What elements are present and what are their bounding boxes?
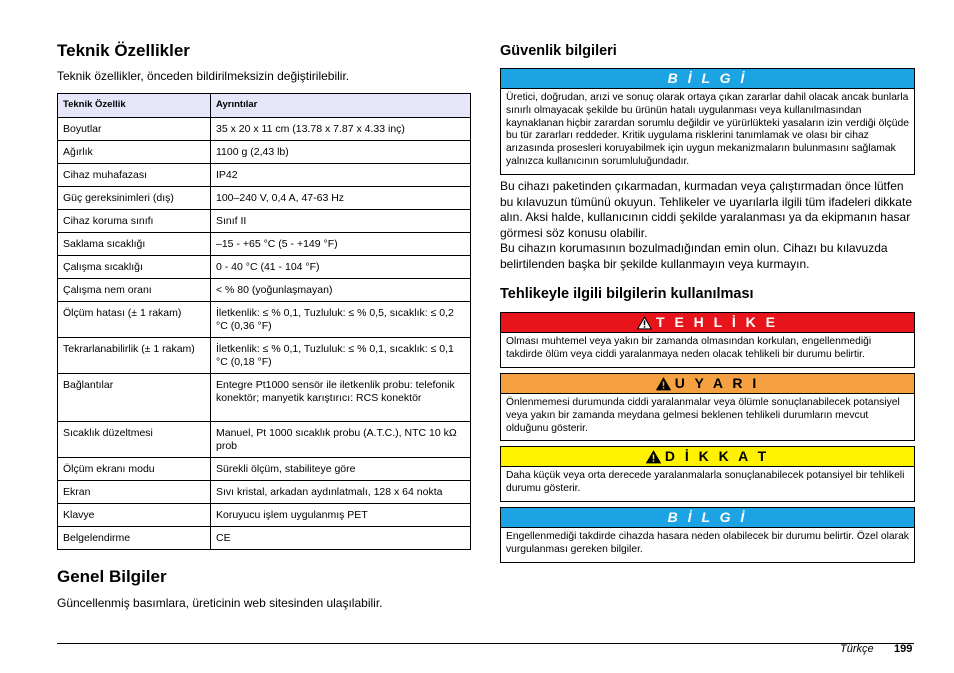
table-row bbox=[58, 279, 471, 302]
hazard-info-title: Tehlikeyle ilgili bilgilerin kullanılması bbox=[500, 286, 754, 302]
table-row bbox=[58, 422, 471, 458]
table-row bbox=[58, 233, 471, 256]
table-cell: Tekrarlanabilirlik (± 1 rakam) bbox=[58, 338, 211, 374]
notice-warning-text: Önlenmemesi durumunda ciddi yaralanmalar veya ölümle sonuçlanabilecek potansiyel veya yakın bir zamanda meydana gelmesi beklenen tehlikeli durumların mevcut olduğunu gösterir. bbox=[506, 397, 900, 434]
table-cell: CE bbox=[211, 527, 471, 550]
notice-caution-text: Daha küçük veya orta derecede yaralanmalarla sonuçlanabilecek potansiyel bir tehlikeli durumu gösterir. bbox=[506, 470, 905, 494]
table-row bbox=[58, 256, 471, 279]
safety-title: Güvenlik bilgileri bbox=[500, 43, 617, 59]
notice-danger-text: Olması muhtemel veya yakın bir zamanda olmasından korkulan, engellenmediği takdirde ölüm veya ciddi yaralanmaya neden olacak tehlikeli bir durumu belirtir. bbox=[506, 336, 872, 360]
notice-info-text-2: Engellenmediği takdirde cihazda hasara neden olabilecek bir durumu belirtir. Özel olarak vurgulanması gereken bilgiler. bbox=[506, 531, 909, 555]
table-cell: Bağlantılar bbox=[58, 374, 211, 422]
warning-triangle-icon bbox=[656, 377, 671, 391]
table-cell: Ekran bbox=[58, 481, 211, 504]
warning-triangle-icon bbox=[637, 316, 652, 330]
table-cell: –15 - +65 °C (5 - +149 °F) bbox=[211, 233, 471, 256]
table-cell: Koruyucu işlem uygulanmış PET bbox=[211, 504, 471, 527]
safety-paragraph-2: Bu cihazın korumasının bozulmadığından emin olun. Cihazı bu kılavuzda belirtilenden başka bir şekilde kullanmayın veya kurmayın. bbox=[500, 241, 888, 271]
notice-warning-box bbox=[500, 373, 915, 441]
table-cell: 1100 g (2,43 lb) bbox=[211, 141, 471, 164]
notice-warning-label: U Y A R I bbox=[674, 375, 760, 391]
table-cell: Entegre Pt1000 sensör ile iletkenlik probu: telefonik konektör; manyetik karıştırıcı: RCS konektör bbox=[211, 374, 471, 422]
table-cell: 100–240 V, 0,4 A, 47-63 Hz bbox=[211, 187, 471, 210]
table-header-spec: Teknik Özellik bbox=[58, 94, 211, 118]
table-row bbox=[58, 374, 471, 422]
table-cell: İletkenlik: ≤ % 0,1, Tuzluluk: ≤ % 0,5, sıcaklık: ≤ 0,2 °C (0,36 °F) bbox=[211, 302, 471, 338]
table-cell: Sıvı kristal, arkadan aydınlatmalı, 128 x 64 nokta bbox=[211, 481, 471, 504]
table-cell: Cihaz koruma sınıfı bbox=[58, 210, 211, 233]
notice-info-box-2 bbox=[500, 507, 915, 563]
table-cell: Ölçüm hatası (± 1 rakam) bbox=[58, 302, 211, 338]
page-title: Teknik Özellikler bbox=[57, 41, 190, 60]
table-cell: Çalışma nem oranı bbox=[58, 279, 211, 302]
table-row bbox=[58, 504, 471, 527]
table-cell: 0 - 40 °C (41 - 104 °F) bbox=[211, 256, 471, 279]
table-row bbox=[58, 141, 471, 164]
table-cell: Manuel, Pt 1000 sıcaklık probu (A.T.C.), NTC 10 kΩ prob bbox=[211, 422, 471, 458]
table-cell: Ölçüm ekranı modu bbox=[58, 458, 211, 481]
table-cell: 35 x 20 x 11 cm (13.78 x 7.87 x 4.33 inç) bbox=[211, 118, 471, 141]
notice-caution-header bbox=[501, 447, 914, 467]
table-cell: Belgelendirme bbox=[58, 527, 211, 550]
notice-info-label-2: B İ L G İ bbox=[501, 508, 914, 528]
table-cell: Ağırlık bbox=[58, 141, 211, 164]
notice-danger-label: T E H L İ K E bbox=[656, 314, 778, 330]
table-cell: Sürekli ölçüm, stabiliteye göre bbox=[211, 458, 471, 481]
table-cell: Klavye bbox=[58, 504, 211, 527]
safety-paragraph-1: Bu cihazı paketinden çıkarmadan, kurmadan veya çalıştırmadan önce lütfen bu kılavuzun tümünü okuyun. Tehlikeler ve uyarılarla ilgili tüm ifadeleri dikkate alın. Aksi halde, kullanıcının ciddi şekilde yaralanması ya da ekipmanın hasar görmesi söz konusu olabilir. bbox=[500, 179, 912, 240]
table-row bbox=[58, 210, 471, 233]
table-cell: Saklama sıcaklığı bbox=[58, 233, 211, 256]
notice-danger-header bbox=[501, 313, 914, 333]
warning-triangle-icon bbox=[646, 450, 661, 464]
notice-info-text: Üretici, doğrudan, arızi ve sonuç olarak ortaya çıkan zararlar dahil olacak ancak bunlarla sınırlı olmayacak şekilde bu ürünün hatalı uygulanması veya kullanılmasından kaynaklanan hiçbir zarardan sorumlu değildir ve yürürlükteki yasaların izin verdiği ölçüde bu tür zararları reddeder. Kritik uygulama risklerini tanımlamak ve olası bir cihaz arızasında prosesleri koruyabilmek için uygun mekanizmaların bulunmasını sağlamak yalnızca kullanıcının sorumluluğundadır. bbox=[506, 92, 909, 167]
intro-text: Teknik özellikler, önceden bildirilmeksizin değiştirilebilir. bbox=[57, 69, 350, 83]
table-cell: Çalışma sıcaklığı bbox=[58, 256, 211, 279]
page-number: 199 bbox=[894, 643, 913, 655]
table-row bbox=[58, 187, 471, 210]
table-row bbox=[58, 118, 471, 141]
notice-caution-box bbox=[500, 446, 915, 502]
general-title: Genel Bilgiler bbox=[57, 567, 167, 586]
footer-language: Türkçe bbox=[840, 643, 874, 655]
table-header-row bbox=[58, 94, 471, 118]
notice-caution-label: D İ K K A T bbox=[664, 448, 770, 464]
table-cell: Sınıf II bbox=[211, 210, 471, 233]
table-cell: İletkenlik: ≤ % 0,1, Tuzluluk: ≤ % 0,1, sıcaklık: ≤ 0,1 °C (0,18 °F) bbox=[211, 338, 471, 374]
table-cell: < % 80 (yoğunlaşmayan) bbox=[211, 279, 471, 302]
table-cell: Boyutlar bbox=[58, 118, 211, 141]
table-row bbox=[58, 458, 471, 481]
spec-table bbox=[57, 93, 471, 550]
table-cell: Güç gereksinimleri (dış) bbox=[58, 187, 211, 210]
table-row bbox=[58, 481, 471, 504]
notice-danger-box bbox=[500, 312, 915, 368]
table-row bbox=[58, 302, 471, 338]
general-text: Güncellenmiş basımlara, üreticinin web sitesinden ulaşılabilir. bbox=[57, 596, 383, 610]
table-row bbox=[58, 164, 471, 187]
table-row bbox=[58, 338, 471, 374]
table-row bbox=[58, 527, 471, 550]
table-cell: Cihaz muhafazası bbox=[58, 164, 211, 187]
table-cell: IP42 bbox=[211, 164, 471, 187]
notice-info-label: B İ L G İ bbox=[501, 69, 914, 89]
notice-warning-header bbox=[501, 374, 914, 394]
notice-info-box bbox=[500, 68, 915, 175]
footer-divider bbox=[57, 643, 914, 644]
table-header-details: Ayrıntılar bbox=[211, 94, 471, 118]
table-cell: Sıcaklık düzeltmesi bbox=[58, 422, 211, 458]
